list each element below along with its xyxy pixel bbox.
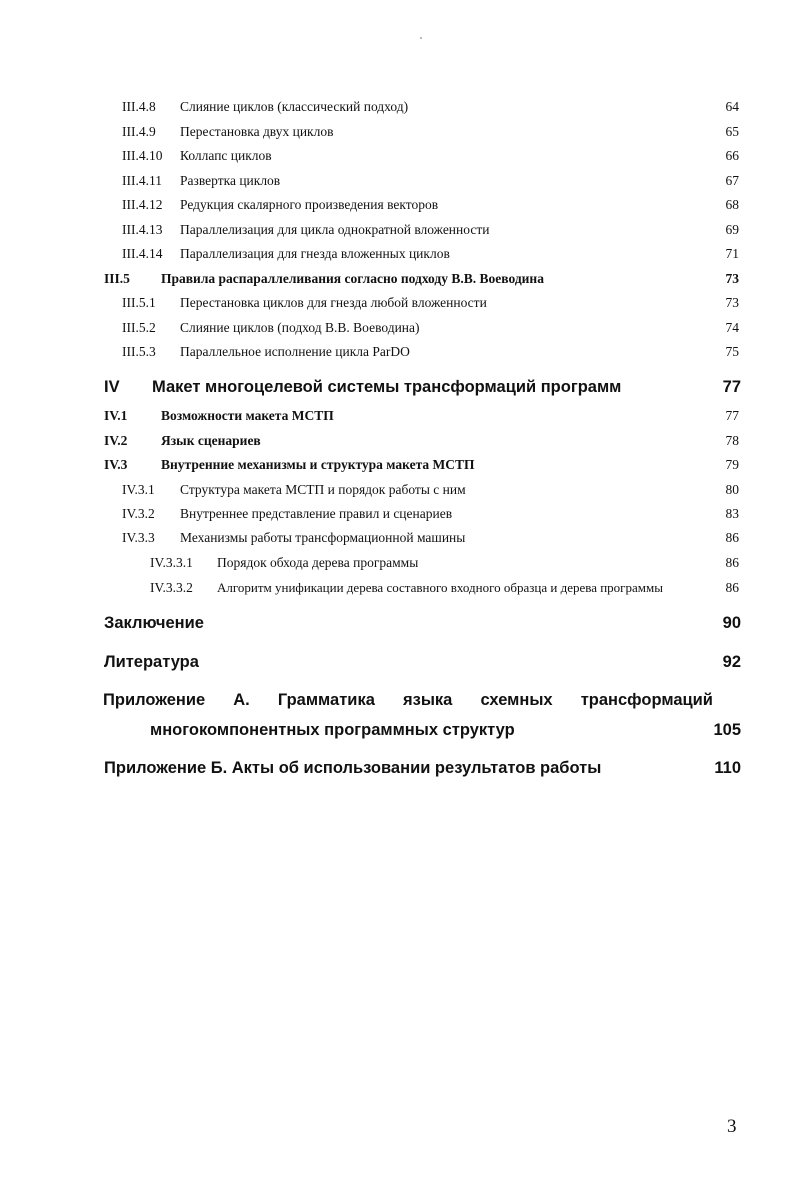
page-number: 68	[725, 197, 739, 212]
page-number: 73	[725, 295, 739, 310]
page-number: 86	[725, 555, 739, 570]
page-number: 83	[725, 506, 739, 521]
section-title: Слияние циклов (подход В.В. Воеводина)	[180, 320, 420, 335]
section-title: Параллельное исполнение цикла ParDO	[180, 344, 410, 359]
section-number: III.5	[104, 271, 130, 286]
section-title: Порядок обхода дерева программы	[217, 555, 419, 570]
page-number: 77	[725, 408, 739, 423]
section-number: IV.2	[104, 433, 128, 448]
toc-entry-appendix-a-line1[interactable]	[103, 691, 713, 710]
appendix-a-word: языка	[403, 691, 453, 709]
section-number: III.5.2	[122, 320, 156, 335]
page-number: 86	[725, 530, 739, 545]
section-number: IV.3.3	[122, 530, 155, 545]
appendix-b-title: Приложение Б. Акты об использовании результатов работы	[104, 759, 602, 777]
appendix-a-word: Грамматика	[277, 691, 375, 709]
section-number: IV.3.1	[122, 482, 155, 497]
appendix-a-word: Приложение	[103, 691, 206, 709]
section-number: III.4.13	[122, 222, 163, 237]
literature-title: Литература	[104, 653, 199, 671]
page-number: 74	[725, 320, 739, 335]
section-title: Перестановка циклов для гнезда любой вложенности	[180, 295, 487, 310]
section-number: IV.1	[104, 408, 128, 423]
section-number: III.4.9	[122, 124, 156, 139]
page-number: 71	[725, 246, 739, 261]
page-number: 75	[725, 344, 739, 359]
section-title: Правила распараллеливания согласно подходу В.В. Воеводина	[161, 271, 544, 286]
page-number: 92	[722, 653, 741, 671]
scan-speck	[420, 37, 422, 39]
section-number: IV.3.3.2	[150, 580, 193, 595]
section-number: IV.3	[104, 457, 128, 472]
page-number: 80	[725, 482, 739, 497]
section-title: Перестановка двух циклов	[180, 124, 334, 139]
section-title: Внутреннее представление правил и сценариев	[180, 506, 453, 521]
section-title: Язык сценариев	[161, 433, 261, 448]
section-title: Редукция скалярного произведения векторов	[180, 197, 439, 212]
chapter-number: IV	[104, 378, 120, 396]
section-title: Развертка циклов	[180, 173, 281, 188]
page-number: 79	[725, 457, 739, 472]
page-number: 65	[725, 124, 739, 139]
section-title: Слияние циклов (классический подход)	[180, 99, 409, 114]
page-number: 105	[713, 721, 741, 739]
page-number: 73	[725, 271, 739, 286]
chapter-title: Макет многоцелевой системы трансформаций программ	[152, 378, 622, 396]
section-number: III.4.14	[122, 246, 163, 261]
page-number: 110	[714, 759, 741, 777]
page-number: 69	[725, 222, 739, 237]
page-number: 78	[725, 433, 739, 448]
section-number: IV.3.3.1	[150, 555, 193, 570]
footer-page-number: 3	[727, 1116, 737, 1137]
section-title: Механизмы работы трансформационной машины	[180, 530, 466, 545]
section-number: III.5.3	[122, 344, 156, 359]
section-number: IV.3.2	[122, 506, 155, 521]
section-title: Параллелизация для цикла однократной вложенности	[180, 222, 490, 237]
section-number: III.5.1	[122, 295, 156, 310]
section-title: Параллелизация для гнезда вложенных циклов	[180, 246, 450, 261]
section-number: III.4.10	[122, 148, 163, 163]
section-title: Внутренние механизмы и структура макета МСТП	[161, 457, 475, 472]
section-title: Возможности макета МСТП	[161, 408, 334, 423]
page-number: 77	[722, 378, 741, 396]
section-number: III.4.11	[122, 173, 162, 188]
section-number: III.4.12	[122, 197, 163, 212]
page-number: 86	[725, 580, 739, 595]
section-title: Структура макета МСТП и порядок работы с ним	[180, 482, 466, 497]
appendix-a-word: схемных	[480, 691, 553, 709]
page-number: 66	[725, 148, 739, 163]
appendix-a-word: А.	[233, 691, 250, 709]
appendix-a-title-cont: многокомпонентных программных структур	[150, 721, 515, 739]
page-number: 90	[722, 614, 741, 632]
page-number: 67	[725, 173, 739, 188]
conclusion-title: Заключение	[104, 614, 204, 632]
page-number: 64	[725, 99, 739, 114]
section-title: Коллапс циклов	[180, 148, 272, 163]
section-title: Алгоритм унификации дерева составного входного образца и дерева программы	[217, 580, 663, 595]
section-number: III.4.8	[122, 99, 156, 114]
appendix-a-word: трансформаций	[580, 691, 713, 709]
